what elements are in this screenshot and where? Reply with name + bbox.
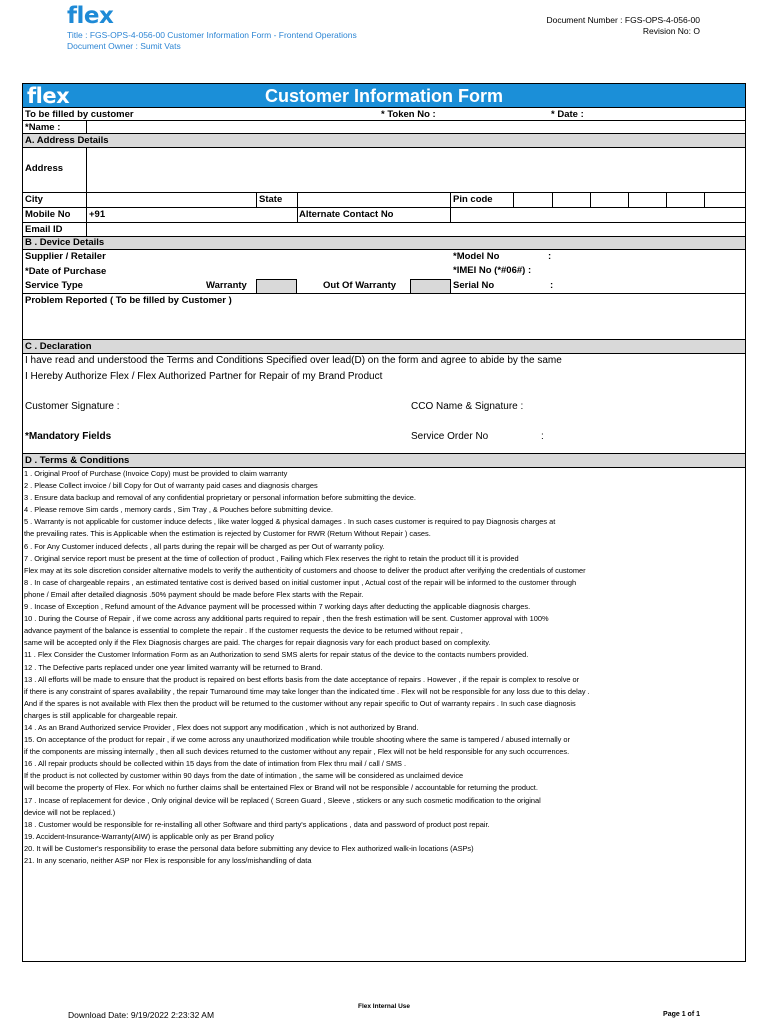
section-d-header <box>23 454 745 468</box>
mobile-row <box>23 208 745 223</box>
form-header <box>23 84 745 108</box>
customer-signature-label: Customer Signature : <box>25 401 120 412</box>
terms-line: 6 . For Any Customer induced defects , all parts during the repair will be charged as per Out of warranty policy. <box>24 541 385 551</box>
section-c-title: C . Declaration <box>25 341 92 352</box>
terms-line: 2 . Please Collect invoice / bill Copy for Out of warranty paid cases and diagnosis charges <box>24 481 318 491</box>
section-a-title: A. Address Details <box>25 135 109 146</box>
date-label: * Date : <box>551 109 584 120</box>
service-order-label: Service Order No <box>411 431 489 442</box>
terms-line: 10 . During the Course of Repair , if we come across any additional parts required to repair , then the fresh estimation will be sent. Customer approval with 100% <box>24 614 549 624</box>
terms-line: 12 . The Defective parts replaced under one year limited warranty will be returned to Brand. <box>24 662 323 672</box>
terms-line: device will not be replaced.) <box>24 807 116 817</box>
terms-line: 1 . Original Proof of Purchase (Invoice Copy) must be provided to claim warranty <box>24 469 288 478</box>
city-state-pincode-row <box>23 193 745 208</box>
name-row[interactable] <box>23 121 745 134</box>
terms-line: the prevailing rates. This is Applicable when the estimation is rejected by Customer for RWR (Return Without Repair ) cases. <box>24 529 431 539</box>
section-a-header <box>23 134 745 148</box>
mobile-prefix[interactable]: +91 <box>89 209 106 220</box>
terms-line: 21. In any scenario, neither ASP nor Flex is responsible for any loss/mishandling of data <box>24 856 312 865</box>
address-row[interactable] <box>23 148 745 193</box>
declaration-block <box>23 354 745 454</box>
terms-line: 17 . Incase of replacement for device , Only original device will be replaced ( Screen Guard , Sleeve , stickers or any such cosmetic modification to the original <box>24 795 541 805</box>
email-label: Email ID <box>25 224 63 235</box>
terms-line: 13 . All efforts will be made to ensure that the product is repaired on best efforts basis from the date acceptance of repairs . However , if the repair is complex to resolve or <box>24 674 580 684</box>
serial-colon: : <box>550 280 554 291</box>
section-d-title: D . Terms & Conditions <box>25 455 130 466</box>
imei-label: *IMEI No (*#06#) : <box>453 265 532 276</box>
warranty-label: Warranty <box>206 280 247 291</box>
state-label: State <box>259 194 283 205</box>
terms-line: 5 . Warranty is not applicable for customer induce defects , like water logged & physical damages . In such cases customer is required to pay Diagnosis charges at <box>24 517 556 527</box>
revision-number: Revision No: O <box>642 26 700 36</box>
terms-line: 16 . All repair products should be collected within 15 days from the date of intimation from Flex thru mail / call / SMS . <box>24 759 407 769</box>
service-type-label: Service Type <box>25 280 83 291</box>
terms-line: will become the property of Flex. For which no further claims shall be entertained Flex or Brand will not be responsible / accountable for returning the product. <box>24 783 538 793</box>
document-number-block <box>546 15 700 37</box>
page-number: Page 1 of 1 <box>663 1011 700 1018</box>
terms-line: 8 . In case of chargeable repairs , an estimated tentative cost is derived based on initial customer input , Actual cost of the repair will be informed to the customer through <box>24 577 577 587</box>
terms-line: 11 . Flex Consider the Customer Information Form as an Authorization to send SMS alerts for repair status of the device to the contacts numbers provided. <box>24 650 529 660</box>
terms-line: same will be accepted only if the Flex Diagnosis charges are paid. The charges for repair diagnosis vary for each product based on complexity. <box>24 638 491 648</box>
section-b-header <box>23 237 745 250</box>
form-title: Customer Information Form <box>264 86 503 106</box>
out-of-warranty-label: Out Of Warranty <box>323 280 397 291</box>
terms-line: 19. Accident-Insurance-Warranty(AIW) is applicable only as per Brand policy <box>24 831 274 841</box>
serial-label: Serial No <box>453 280 495 291</box>
terms-line: 3 . Ensure data backup and removal of any confidential proprietary or personal information before submitting the device. <box>24 493 416 503</box>
email-row[interactable] <box>23 223 745 237</box>
purchase-date-label: *Date of Purchase <box>25 266 107 277</box>
mobile-label: Mobile No <box>25 209 71 220</box>
terms-line: 9 . Incase of Exception , Refund amount of the Advance payment will be processed within 7 working days after deducting the applicable diagnosis charges. <box>24 602 531 612</box>
document-owner: Document Owner : Sumit Vats <box>67 41 181 51</box>
out-of-warranty-checkbox[interactable] <box>410 279 451 294</box>
supplier-label: Supplier / Retailer <box>25 251 106 262</box>
terms-list <box>23 468 745 961</box>
mandatory-fields-note: *Mandatory Fields <box>25 431 112 442</box>
alt-contact-label: Alternate Contact No <box>299 209 394 220</box>
cco-signature-label: CCO Name & Signature : <box>411 401 524 412</box>
problem-reported-row[interactable] <box>23 294 745 340</box>
terms-line: If the product is not collected by customer within 90 days from the date of intimation , the same will be considered as unclaimed device <box>24 771 464 781</box>
terms-line: if there is any constraint of spares availability , the repair Turnaround time may take longer than the indicated time . Flex will not be responsible for any loss due to this delay . <box>24 686 590 696</box>
terms-line: charges is still applicable for chargeable repair. <box>24 710 178 720</box>
customer-information-form <box>22 83 746 962</box>
internal-use-label: Flex Internal Use <box>357 1003 411 1010</box>
declaration-line-2: I Hereby Authorize Flex / Flex Authorized Partner for Repair of my Brand Product <box>25 371 383 382</box>
address-label: Address <box>25 163 64 174</box>
flex-logo: flex <box>67 3 114 29</box>
city-label: City <box>25 194 43 205</box>
terms-line: if the components are missing internally , then all such devices returned to the customer without any repair , Flex will not be held responsible for any such occurrences. <box>24 747 570 757</box>
document-title: Title : FGS-OPS-4-056-00 Customer Information Form - Frontend Operations <box>67 30 357 40</box>
problem-label: Problem Reported ( To be filled by Customer ) <box>25 295 232 306</box>
section-c-header <box>23 340 745 354</box>
section-b-title: B . Device Details <box>25 237 105 248</box>
customer-fill-row <box>23 108 745 121</box>
customer-fill-label: To be filled by customer <box>25 109 134 120</box>
download-date: Download Date: 9/19/2022 2:23:32 AM <box>68 1010 215 1020</box>
model-colon: : <box>548 251 552 262</box>
document-meta <box>67 30 357 52</box>
service-order-colon: : <box>541 431 544 442</box>
document-number: Document Number : FGS-OPS-4-056-00 <box>546 15 700 25</box>
terms-line: Flex may at its sole discretion consider alternative models to verify the authenticity of customers and choose to deliver the product after verifying the credentials of customer <box>24 565 586 575</box>
terms-line: 20. It will be Customer's responsibility to erase the personal data before submitting any device to Flex authorized walk-in locations (ASPs) <box>24 843 474 853</box>
terms-line: advance payment of the balance is essential to complete the repair . If the customer requests the device to be returned without repair , <box>24 626 463 636</box>
model-label: *Model No <box>453 251 500 262</box>
declaration-line-1: I have read and understood the Terms and Conditions Specified over lead(D) on the form and agree to abide by the same <box>25 355 562 366</box>
form-flex-logo: flex <box>27 84 70 108</box>
terms-line: 4 . Please remove Sim cards , memory cards , Sim Tray , & Pouches before submitting device. <box>24 505 333 515</box>
terms-line: 18 . Customer would be responsible for re-installing all other Software and third party's applications , data and password of product post repair. <box>24 819 490 829</box>
terms-line: And if the spares is not available with Flex then the product will be returned to the customer without any repair specific to Out of warranty repairs . In such case diagnosis <box>24 698 576 708</box>
name-label: *Name : <box>25 122 61 133</box>
terms-line: 14 . As an Brand Authorized service Provider , Flex does not support any modification , which is not authorized by Brand. <box>24 722 419 732</box>
device-details-block <box>23 250 745 294</box>
token-label: * Token No : <box>381 109 436 120</box>
terms-line: 15. On acceptance of the product for repair , if we come across any unauthorized modification while trouble shooting where the same is tampered / abused internally or <box>24 735 570 745</box>
warranty-checkbox[interactable] <box>256 279 297 294</box>
terms-line: 7 . Original service report must be present at the time of collection of product , Failing which Flex reserves the right to retain the product till it is provided <box>24 553 519 563</box>
pincode-label: Pin code <box>453 194 493 205</box>
terms-line: phone / Email after detailed diagnosis .50% payment should be made before Flex starts with the Repair. <box>24 589 364 599</box>
